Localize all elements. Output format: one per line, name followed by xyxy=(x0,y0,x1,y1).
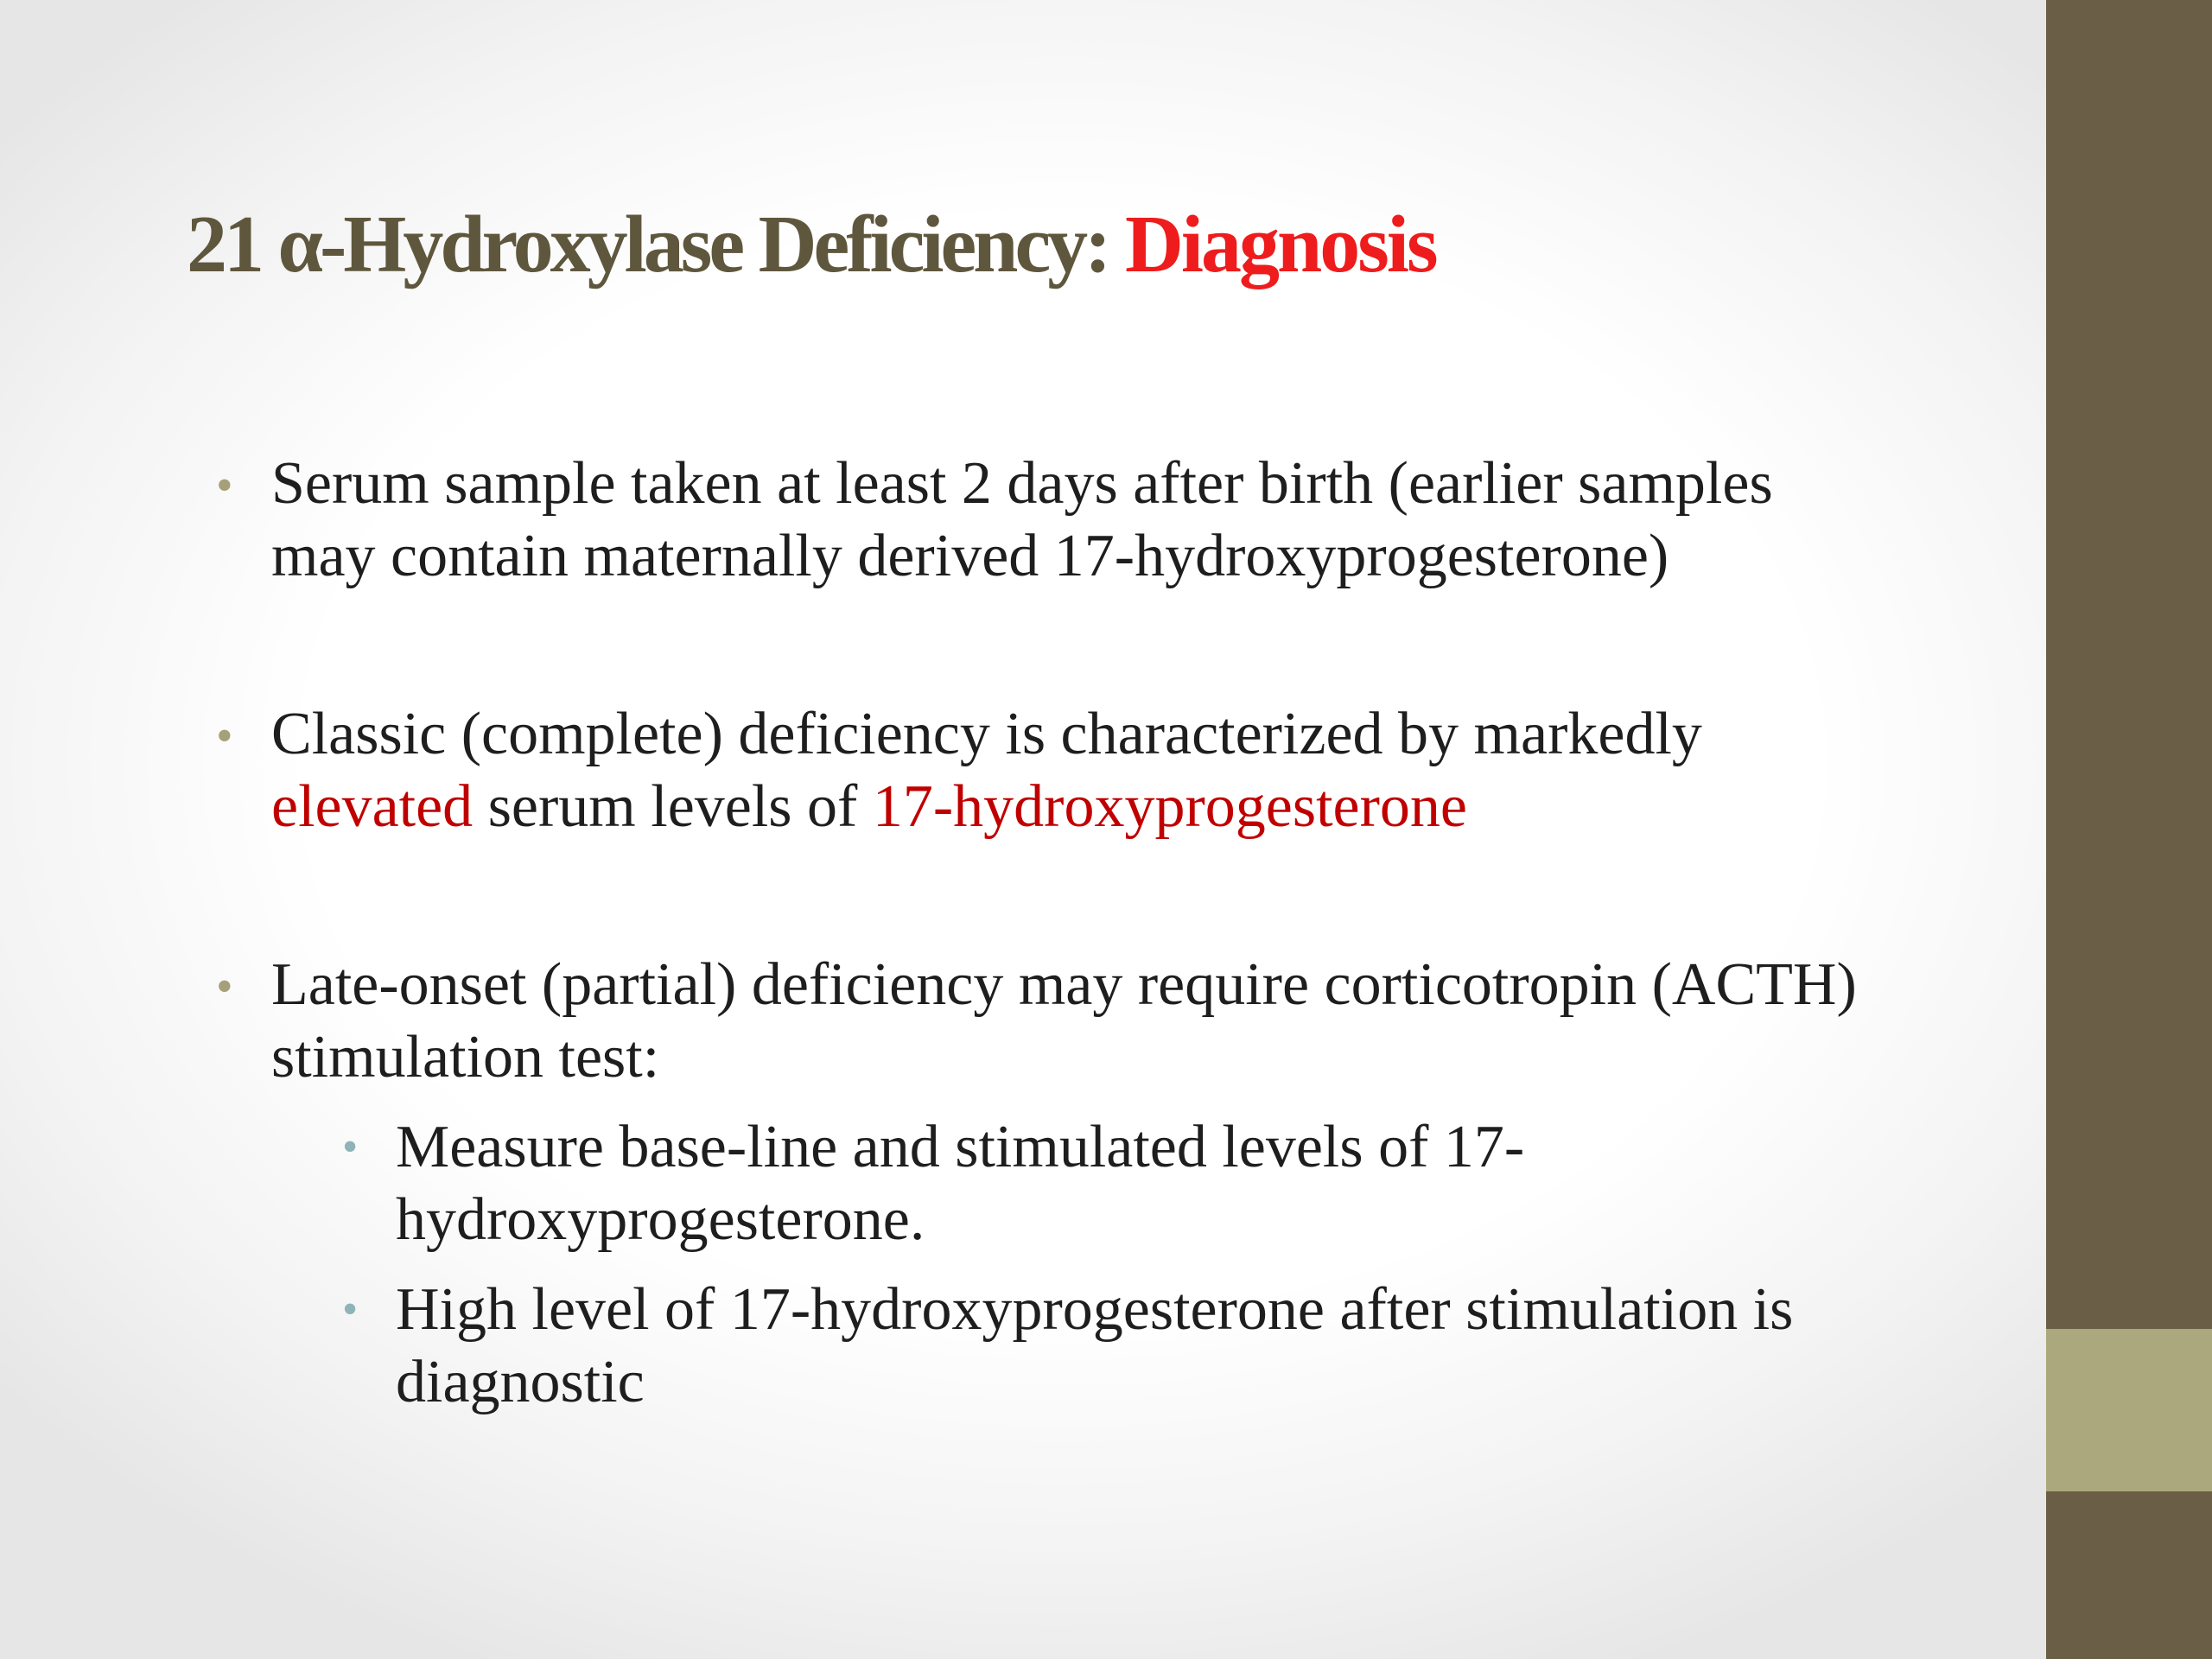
bullet-item-late-onset-deficiency xyxy=(216,949,2039,1419)
side-bar-band-top xyxy=(2046,0,2212,1329)
bullet-marker: • xyxy=(216,459,233,512)
highlight-17-hydroxyprogesterone: 17-hydroxyprogesterone xyxy=(872,773,1467,840)
sub-bullet-list xyxy=(271,1111,2039,1419)
side-bar-band-accent xyxy=(2046,1329,2212,1491)
sub-bullet-marker: • xyxy=(342,1122,359,1172)
slide-title-accent: Diagnosis xyxy=(1125,200,1436,289)
bullet-text-line: Late-onset (partial) deficiency may require corticotropin (ACTH) xyxy=(271,951,1857,1018)
bullet-item-serum-sample xyxy=(216,448,2039,593)
bullet-text-line-highlighted xyxy=(271,771,2039,843)
highlight-elevated: elevated xyxy=(271,773,474,840)
sub-bullet-marker: • xyxy=(342,1285,359,1334)
sub-bullet-item-measure-levels xyxy=(342,1111,2039,1256)
sub-bullet-text-line: Measure base-line and stimulated levels of 17- xyxy=(396,1114,1525,1180)
bullet-text-segment: serum levels of xyxy=(473,773,873,840)
bullet-text-line: stimulation test: xyxy=(271,1024,660,1090)
bullet-marker: • xyxy=(216,960,233,1014)
slide-title-main: 21 α-Hydroxylase Deficiency: xyxy=(187,200,1125,289)
bullet-item-classic-deficiency xyxy=(216,698,2039,843)
decorative-side-bar xyxy=(2046,0,2212,1659)
sub-bullet-item-high-level-diagnostic xyxy=(342,1274,2039,1419)
bullet-text-line: Serum sample taken at least 2 days after birth (earlier samples xyxy=(271,450,1773,517)
slide-title xyxy=(187,197,2001,292)
sub-bullet-text-line: hydroxyprogesterone. xyxy=(396,1186,925,1253)
bullet-text-line: Classic (complete) deficiency is characterized by markedly xyxy=(271,701,1702,767)
sub-bullet-text-line: High level of 17-hydroxyprogesterone after stimulation is xyxy=(396,1276,1794,1343)
bullet-marker: • xyxy=(216,709,233,763)
bullet-text-line: may contain maternally derived 17-hydroxyprogesterone) xyxy=(271,523,1669,589)
sub-bullet-text-line: diagnostic xyxy=(396,1349,645,1415)
bullet-list xyxy=(216,448,2039,1419)
side-bar-band-bottom xyxy=(2046,1491,2212,1659)
